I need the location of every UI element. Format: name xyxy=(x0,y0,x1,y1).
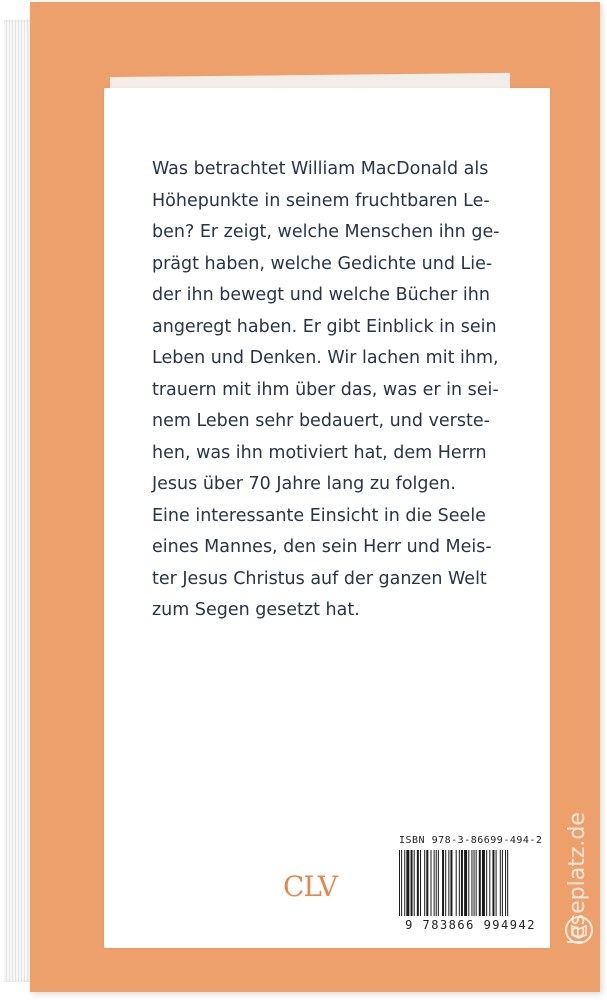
barcode-area xyxy=(393,833,548,938)
isbn-label: ISBN 978-3-86699-494-2 xyxy=(399,835,543,846)
blurb-text xyxy=(152,154,542,627)
publisher-logo: CLV xyxy=(283,870,337,903)
watermark xyxy=(560,745,600,945)
barcode-icon xyxy=(399,850,542,916)
blurb-paragraph-1: Was betrachtet William MacDonald als Höhepunkte in seinem fruchtbaren Le- ben? Er zeigt, welche Menschen ihn ge- prägt haben, welche Gedichte und Lie- der ihn bewegt und welche Bücher ihn angeregt haben. Er gibt Einblick in sein Leben und Denken. Wir lachen mit ihm, trauern mit ihm über das, was er in sei- nem Leben sehr bedauert, und verste- hen, was ihn motiviert hat, dem Herrn Jesus über 70 Jahre lang zu folgen. xyxy=(152,159,500,494)
book-logo-icon xyxy=(564,915,594,945)
watermark-text: leseplatz.de xyxy=(565,812,590,945)
barcode-digits: 9 783866 994942 xyxy=(405,918,536,932)
blurb-paragraph-2: Eine interessante Einsicht in die Seele eines Mannes, den sein Herr und Meis- ter Jesus Christus auf der ganzen Welt zum Segen gesetzt hat. xyxy=(152,505,492,620)
